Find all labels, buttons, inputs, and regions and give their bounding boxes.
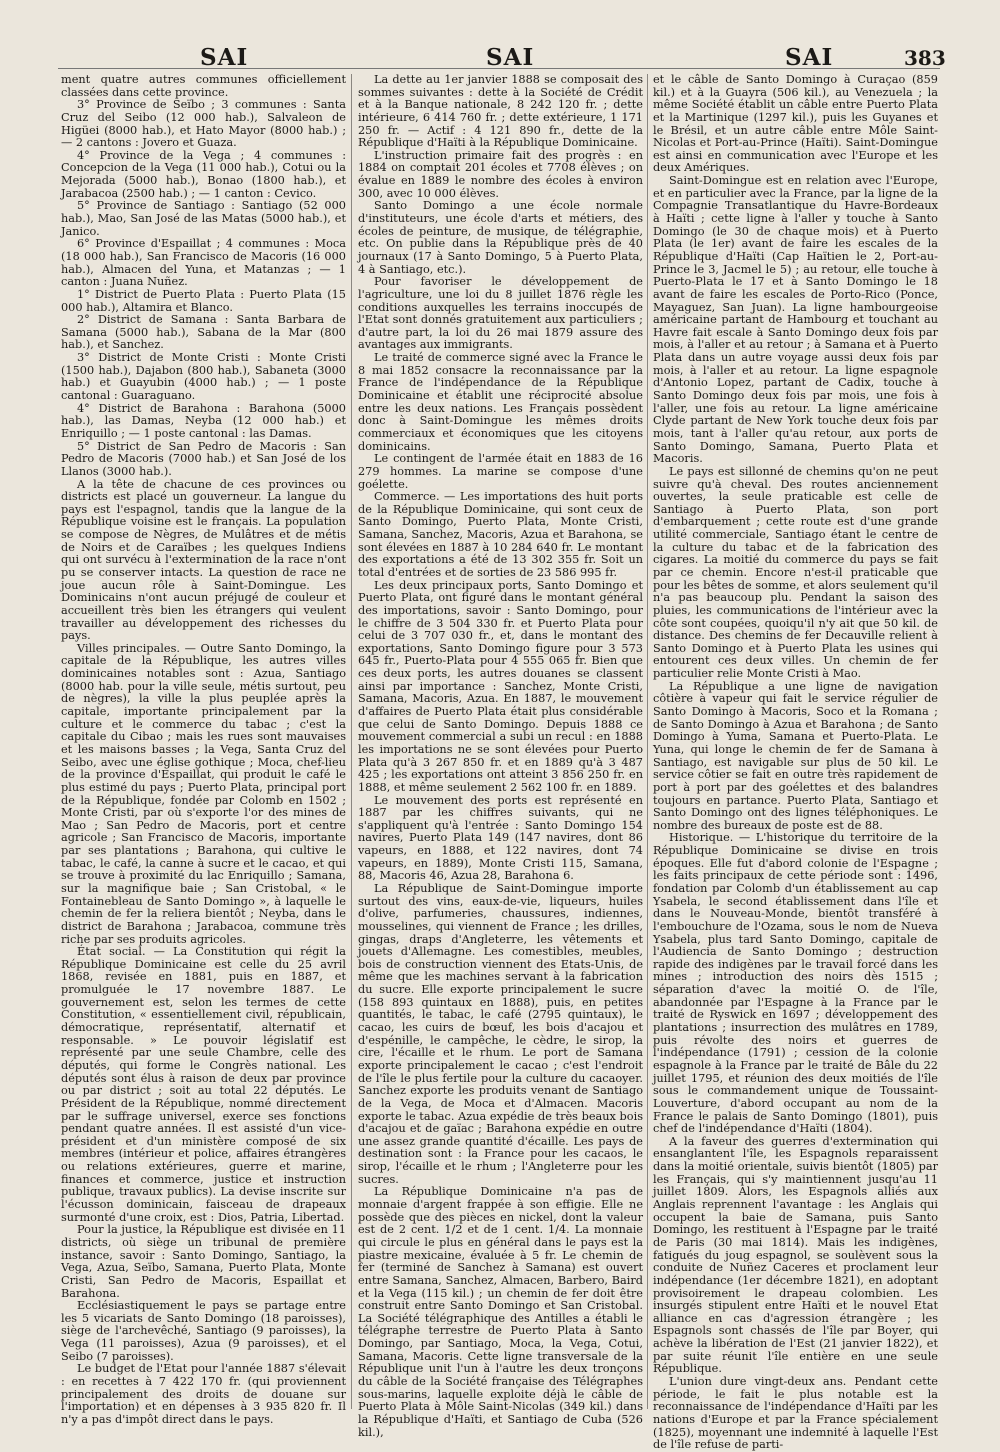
paragraph: 3° District de Monte Cristi : Monte Cristi (1500 hab.), Dajabon (800 hab.), Sabaneta (3000 hab.) et Guayubin (4000 hab.) ; — 1 poste cantonal : Guaraguano.: [61, 351, 346, 403]
paragraph: La République de Saint-Domingue importe surtout des vins, eaux-de-vie, liqueurs, huiles d'olive, parfumeries, chaussures, indiennes, mousselines, qui viennent de France ; les drilles, gingas, draps d'Angleterre, les vêtements et jouets d'Allemagne. Les comestibles, meubles, bois de construction viennent des Etats-Unis, de même que les machines servant à la fabrication du sucre. Elle exporte principalement le sucre (158 893 quintaux en 1888), puis, en petites quantités, le tabac, le café (2795 quintaux), le cacao, les cuirs de bœuf, les bois d'acajou et d'espénille, le campêche, le cèdre, le sirop, la cire, l'écaille et le rhum. Le port de Samana exporte principalement le cacao ; c'est l'endroit de l'île le plus fertile pour la culture du cacaoyer. Sanchez exporte les produits venant de Santiago de la Vega, de Moca et d'Almacen. Macoris exporte le tabac. Azua expédie de très beaux bois d'acajou et de gaïac ; Barahona expédie en outre une assez grande quantité d'écaille. Les pays de destination sont : la France pour les cacaos, le sirop, l'écaille et le rhum ; l'Angleterre pour les sucres.: [358, 882, 643, 1186]
paragraph: A la faveur des guerres d'extermination qui ensanglantent l'île, les Espagnols reparaissent dans la moitié orientale, suivis bientôt (1805) par les Français, qui s'y maintiennent jusqu'au 11 juillet 1809. Alors, les Espagnols alliés aux Anglais reprennent l'avantage : les Anglais qui occupent la baie de Samana, puis Santo Domingo, les restituent à l'Espagne par le traité de Paris (30 mai 1814). Mais les indigènes, fatigués du joug espagnol, se soulèvent sous la conduite de Nuñez Caceres et proclament leur indépendance (1er décembre 1821), en adoptant provisoirement le drapeau colombien. Les insurgés stipulent entre Haïti et le nouvel Etat alliance en cas d'agression étrangère ; les Espagnols sont chassés de l'île par Boyer, qui achève la libération de l'Est (21 janvier 1822), et par suite réunit l'île entière en une seule République.: [653, 1134, 938, 1376]
paragraph: La République Dominicaine n'a pas de monnaie d'argent frappée à son effigie. Elle ne possède que des pièces en nickel, dont la valeur est de 2 cent. 1/2 et de 1 cent. 1/4. La monnaie qui circule le plus en général dans le pays est la piastre mexicaine, évaluée à 5 fr. Le chemin de fer (terminé de Sanchez à Samana) est ouvert entre Samana, Sanchez, Almacen, Barbero, Baird et la Vega (115 kil.) ; un chemin de fer doit être construit entre Santo Domingo et San Cristobal. La Société télégraphique des Antilles a établi le télégraphe terrestre de Puerto Plata à Santo Domingo, par Santiago, Moca, la Vega, Cotui, Samana, Macoris. Cette ligne transversale de la République unit l'un à l'autre les deux tronçons du câble de la Société française des Télégraphes sous-marins, laquelle exploite déjà le câble de Puerto Plata à Môle Saint-Nicolas (349 kil.) dans la République d'Haïti, et Santiago de Cuba (526 kil.),: [358, 1185, 643, 1439]
paragraph: Pour favoriser le développement de l'agriculture, une loi du 8 juillet 1876 règle les conditions auxquelles les terrains inoccupés de l'Etat sont donnés gratuitement aux particuliers ; d'autre part, la loi du 26 mai 1879 assure des avantages aux immigrants.: [358, 275, 643, 352]
paragraph: L'instruction primaire fait des progrès : en 1884 on comptait 201 écoles et 7708 élèves ; on évalue en 1889 le nombre des écoles à environ 300, avec 10 000 élèves.: [358, 148, 643, 200]
paragraph: 6° Province d'Espaillat ; 4 communes : Moca (18 000 hab.), San Francisco de Macoris (16 000 hab.), Almacen del Yuna, et Matanzas ; — 1 canton : Juana Nuñez.: [61, 237, 346, 289]
paragraph: État social. — La Constitution qui régit la République Dominicaine est celle du 25 avril 1868, revisée en 1881, puis en 1887, et promulguée le 17 novembre 1887. Le gouvernement est, selon les termes de cette Constitution, « essentiellement civil, républicain, démocratique, représentatif, alternatif et responsable. » Le pouvoir législatif est représenté par une seule Chambre, celle des députés, qui forme le Congrès national. Les députés sont élus à raison de deux par province ou par district ; soit au total 22 députés. Le Président de la République, nommé directement par le suffrage universel, exerce ses fonctions pendant quatre années. Il est assisté d'un vice-président et d'un ministère composé de six membres (intérieur et police, affaires étrangères ou relations extérieures, guerre et marine, finances et commerce, justice et instruction publique, travaux publics). La devise inscrite sur l'écusson dominicain, faisceau de drapeaux surmonté d'une croix, est : Dios, Patria, Libertad.: [61, 945, 346, 1224]
column-divider: [647, 74, 648, 1409]
paragraph: L'union dure vingt-deux ans. Pendant cette période, le fait le plus notable est la reconnaissance de l'indépendance d'Haïti par les nations d'Europe et par la France spécialement (1825), moyennant une indemnité à laquelle l'Est de l'île refuse de parti-: [653, 1374, 938, 1452]
paragraph: 5° Province de Santiago : Santiago (52 000 hab.), Mao, San José de las Matas (5000 hab.), et Janico.: [61, 199, 346, 238]
running-head-left: SAI: [200, 44, 249, 71]
paragraph: Le pays est sillonné de chemins qu'on ne peut suivre qu'à cheval. Des routes anciennement ouvertes, la seule praticable est celle de Santiago à Puerto Plata, son port d'embarquement ; cette route est d'une grande utilité commerciale, Santiago étant le centre de la culture du tabac et de la fabrication des cigares. La moitié du commerce du pays se fait par ce chemin. Encore n'est-il praticable que pour les bêtes de somme, et alors seulement qu'il n'a pas beaucoup plu. Pendant la saison des pluies, les communications de l'intérieur avec la côte sont coupées, quoiqu'il n'y ait que 50 kil. de distance. Des chemins de fer Decauville relient à Santo Domingo et à Puerto Plata les usines qui entourent ces deux villes. Un chemin de fer particulier relie Monte Cristi à Mao.: [653, 464, 938, 681]
paragraph: Pour la justice, la République est divisée en 11 districts, où siège un tribunal de première instance, savoir : Santo Domingo, Santiago, la Vega, Azua, Seïbo, Samana, Puerto Plata, Monte Cristi, San Pedro de Macoris, Espaillat et Barahona.: [61, 1223, 346, 1300]
paragraph: Saint-Domingue est en relation avec l'Europe, et en particulier avec la France, par la ligne de la Compagnie Transatlantique du Havre-Bordeaux à Haïti ; cette ligne à l'aller y touche à Santo Domingo (le 30 de chaque mois) et à Puerto Plata (le 1er) avant de faire les escales de la République d'Haïti (Cap Haïtien le 2, Port-au-Prince le 3, Jacmel le 5) ; au retour, elle touche à Puerto-Plata le 17 et à Santo Domingo le 18 avant de faire les escales de Porto-Rico (Ponce, Mayaguez, San Juan). La ligne hambourgeoise américaine partant de Hambourg et touchant au Havre fait escale à Santo Domingo deux fois par mois, à l'aller et au retour ; à Samana et à Puerto Plata dans un autre voyage aussi deux fois par mois, à l'aller et au retour. La ligne espagnole d'Antonio Lopez, partant de Cadix, touche à Santo Domingo deux fois par mois, une fois à l'aller, une fois au retour. La ligne américaine Clyde partant de New York touche deux fois par mois, tant à l'aller qu'au retour, aux ports de Santo Domingo, Samana, Puerto Plata et Macoris.: [653, 174, 938, 466]
paragraph: 2° District de Samana : Santa Barbara de Samana (5000 hab.), Sabana de la Mar (800 hab.), et Sanchez.: [61, 313, 346, 352]
text-column-middle: [358, 73, 643, 1439]
paragraph: La République a une ligne de navigation côtière à vapeur qui fait le service régulier de Santo Domingo à Macoris, Soco et la Romana ; de Santo Domingo à Azua et Barahona ; de Santo Domingo à Yuma, Samana et Puerto-Plata. Le Yuna, qui longe le chemin de fer de Samana à Santiago, est navigable sur plus de 50 kil. Le service côtier se fait en outre très rapidement de port à port par des goélettes et des balandres toujours en partance. Puerto Plata, Santiago et Santo Domingo ont des lignes téléphoniques. Le nombre des bureaux de poste est de 88.: [653, 679, 938, 832]
column-divider: [351, 74, 352, 1409]
paragraph: Le budget de l'Etat pour l'année 1887 s'élevait : en recettes à 7 422 170 fr. (qui proviennent principalement des droits de douane sur l'importation) et en dépenses à 3 935 820 fr. Il n'y a pas d'impôt direct dans le pays.: [61, 1362, 346, 1426]
paragraph: ment quatre autres communes officiellement classées dans cette province.: [61, 73, 346, 99]
paragraph: A la tête de chacune de ces provinces ou districts est placé un gouverneur. La langue du pays est l'espagnol, tandis que la langue de la République voisine est le français. La population se compose de Nègres, de Mulâtres et de métis de Noirs et de Caraïbes ; les quelques Indiens qui ont survécu à l'extermination de la race n'ont pu se conserver intacts. La question de race ne joue aucun rôle à Saint-Domingue. Les Dominicains n'ont aucun préjugé de couleur et accueillent très bien les étrangers qui veulent travailler au développement des richesses du pays.: [61, 477, 346, 643]
paragraph: Santo Domingo a une école normale d'instituteurs, une école d'arts et métiers, des écoles de peinture, de musique, de télégraphie, etc. On publie dans la République près de 40 journaux (17 à Santo Domingo, 5 à Puerto Plata, 4 à Santiago, etc.).: [358, 199, 643, 276]
paragraph: et le câble de Santo Domingo à Curaçao (859 kil.) et à la Guayra (506 kil.), au Venezuela ; la même Société établit un câble entre Puerto Plata et la Martinique (1297 kil.), puis les Guyanes et le Brésil, et un autre câble entre Môle Saint-Nicolas et Port-au-Prince (Haïti). Saint-Domingue est ainsi en communication avec l'Europe et les deux Amériques.: [653, 73, 938, 175]
running-head-right: SAI: [785, 44, 834, 71]
page-number: 383: [904, 46, 946, 70]
paragraph: 4° District de Barahona : Barahona (5000 hab.), las Damas, Neyba (12 000 hab.) et Enriquillo ; — 1 poste cantonal : las Damas.: [61, 401, 346, 440]
text-column-left: [61, 73, 346, 1426]
paragraph: Les deux principaux ports, Santo Domingo et Puerto Plata, ont figuré dans le montant général des importations, savoir : Santo Domingo, pour le chiffre de 3 504 330 fr. et Puerto Plata pour celui de 3 707 030 fr., et, dans le montant des exportations, Santo Domingo figure pour 3 573 645 fr., Puerto-Plata pour 4 555 065 fr. Bien que ces deux ports, les autres douanes se classent ainsi par importance : Sanchez, Monte Cristi, Samana, Macoris, Azua. En 1887, le mouvement d'affaires de Puerto Plata était plus considérable que celui de Santo Domingo. Depuis 1888 ce mouvement commercial a subi un recul : en 1888 les importations ne se sont élevées pour Puerto Plata qu'à 3 267 850 fr. et en 1889 qu'à 3 487 425 ; les exportations ont atteint 3 856 250 fr. en 1888, et même seulement 2 562 100 fr. en 1889.: [358, 578, 643, 794]
paragraph: La dette au 1er janvier 1888 se composait des sommes suivantes : dette à la Société de Crédit et à la Banque nationale, 8 242 120 fr. ; dette intérieure, 6 414 760 fr. ; dette extérieure, 1 171 250 fr. — Actif : 4 121 890 fr., dette de la République d'Haïti à la République Dominicaine.: [358, 73, 643, 150]
paragraph: Le contingent de l'armée était en 1883 de 16 279 hommes. La marine se compose d'une goélette.: [358, 452, 643, 491]
header-rule: [58, 68, 940, 69]
paragraph: 1° District de Puerto Plata : Puerto Plata (15 000 hab.), Altamira et Blanco.: [61, 287, 346, 314]
paragraph: Ecclésiastiquement le pays se partage entre les 5 vicariats de Santo Domingo (18 paroisses), siège de l'archevêché, Santiago (9 paroisses), la Vega (11 paroisses), Azua (9 paroisses), et el Seibo (7 paroisses).: [61, 1299, 346, 1363]
running-head-center: SAI: [486, 44, 535, 71]
paragraph: Le traité de commerce signé avec la France le 8 mai 1852 consacre la reconnaissance par la France de l'indépendance de la République Dominicaine et établit une réciprocité absolue entre les deux nations. Les Français possèdent donc à Saint-Domingue les mêmes droits commerciaux et économiques que les citoyens dominicains.: [358, 351, 643, 453]
paragraph: Villes principales. — Outre Santo Domingo, la capitale de la République, les autres villes dominicaines notables sont : Azua, Santiago (8000 hab. pour la ville seule, métis surtout, peu de nègres), la ville la plus peuplée après la capitale, importante principalement par la culture et le commerce du tabac ; c'est la capitale du Cibao ; mais les rues sont mauvaises et les maisons basses ; la Vega, Santa Cruz del Seibo, avec une église gothique ; Moca, chef-lieu de la province d'Espaillat, qui produit le café le plus estimé du pays ; Puerto Plata, principal port de la République, fondée par Colomb en 1502 ; Monte Cristi, par où s'exporte l'or des mines de Mao ; San Pedro de Macoris, port et centre agricole ; San Francisco de Macoris, importante par ses plantations ; Barahona, qui cultive le tabac, le café, la canne à sucre et le cacao, et qui se trouve à proximité du lac Enriquillo ; Samana, sur la magnifique baie ; San Cristobal, « le Fontainebleau de Santo Domingo », à laquelle le chemin de fer la reliera bientôt ; Neyba, dans le district de Barahona ; Jarabacoa, commune très riche par ses produits agricoles.: [61, 641, 346, 946]
paragraph: 5° District de San Pedro de Macoris : San Pedro de Macoris (7000 hab.) et San José de los Llanos (3000 hab.).: [61, 439, 346, 478]
paragraph: 4° Province de la Vega ; 4 communes : Concepcion de la Vega (11 000 hab.), Cotui ou la Mejorada (5000 hab.), Bonao (1800 hab.), et Jarabacoa (2500 hab.) ; — 1 canton : Cevico.: [61, 148, 346, 200]
paragraph: Historique. — L'historique du territoire de la République Dominicaine se divise en trois époques. Elle fut d'abord colonie de l'Espagne ; les faits principaux de cette période sont : 1496, fondation par Colomb d'un établissement au cap Ysabela, le second établissement dans l'île et dans le Nouveau-Monde, bientôt transféré à l'embouchure de l'Ozama, sous le nom de Nueva Ysabela, plus tard Santo Domingo, capitale de l'Audiencia de Santo Domingo ; destruction rapide des indigènes par le travail forcé dans les mines ; introduction des noirs dès 1515 ; séparation d'avec la moitié O. de l'île, abandonnée par l'Espagne à la France par le traité de Ryswick en 1697 ; développement des plantations ; insurrection des mulâtres en 1789, puis révolte des noirs et guerres de l'indépendance (1791) ; cession de la colonie espagnole à la France par le traité de Bâle du 22 juillet 1795, et réunion des deux moitiés de l'île sous le commandement unique de Toussaint-Louverture, d'abord occupant au nom de la France le palais de Santo Domingo (1801), puis chef de l'indépendance d'Haïti (1804).: [653, 831, 938, 1136]
paragraph: Commerce. — Les importations des huit ports de la République Dominicaine, qui sont ceux de Santo Domingo, Puerto Plata, Monte Cristi, Samana, Sanchez, Macoris, Azua et Barahona, se sont élevées en 1887 à 10 284 640 fr. Le montant des exportations a été de 13 302 355 fr. Soit un total d'entrées et de sorties de 23 586 995 fr.: [358, 490, 643, 579]
paragraph: Le mouvement des ports est représenté en 1887 par les chiffres suivants, qui ne s'appliquent qu'à l'entrée : Santo Domingo 154 navires, Puerto Plata 149 (147 navires, dont 86 vapeurs, en 1888, et 122 navires, dont 74 vapeurs, en 1889), Monte Cristi 115, Samana, 88, Macoris 46, Azua 28, Barahona 6.: [358, 793, 643, 883]
paragraph: 3° Province de Seïbo ; 3 communes : Santa Cruz del Seibo (12 000 hab.), Salvaleon de Higüei (8000 hab.), et Hato Mayor (8000 hab.) ; — 2 cantons : Jovero et Guaza.: [61, 98, 346, 150]
text-column-right: [653, 73, 938, 1452]
